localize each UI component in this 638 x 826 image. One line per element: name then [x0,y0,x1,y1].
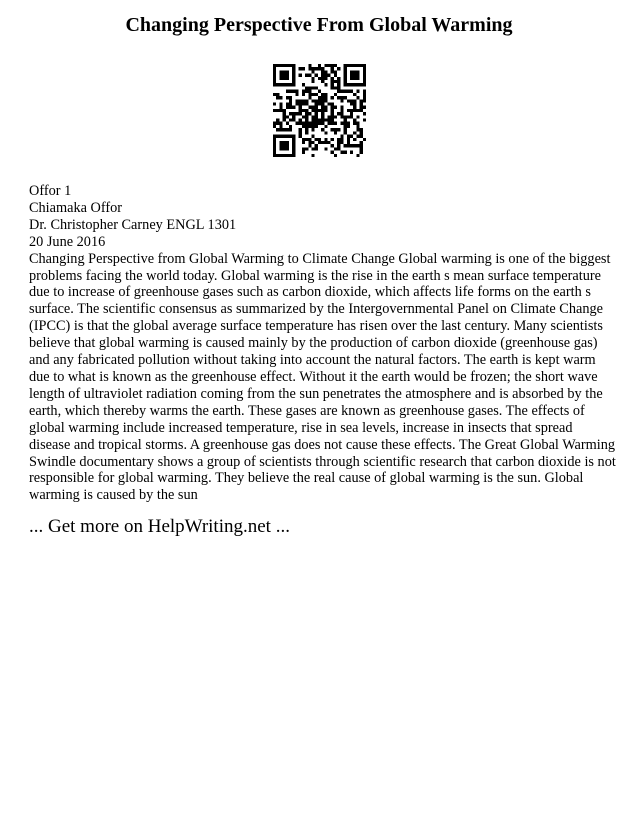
paragraph-line: and any fabricated pollution without taking into account the natural factors. The earth is kept warm [29,352,596,369]
paragraph-line: (IPCC) is that the global average surface temperature has risen over the last century. Many scientists [29,318,603,335]
paragraph-line: problems facing the world today. Global warming is the rise in the earth s mean surface temperature [29,267,601,284]
paragraph-line: global warming include increased temperature, rise in sea levels, increase in insects that spread [29,419,573,436]
paragraph-line: disease and tropical storms. A greenhouse gas does not cause these effects. The Great Global Warming [29,436,616,453]
paragraph-line: Swindle documentary shows a group of scientists through scientific research that carbon dioxide is not [29,453,616,470]
header-line-instructor: Dr. Christopher Carney ENGL 1301 [29,216,237,233]
header-block [29,183,611,251]
essay-paragraph [29,250,616,505]
qr-code-icon [273,64,366,157]
paragraph-line: warming is caused by the sun [29,487,198,504]
paragraph-line: due to increase of greenhouse gases such as carbon dioxide, which affects life forms on the earth s [29,284,591,301]
paragraph-line: surface. The scientific consensus as summarized by the Intergovernmental Panel on Climate Change [29,301,603,318]
header-line-page: Offor 1 [29,183,72,199]
paragraph-line: responsible for global warming. They believe the real cause of global warming is the sun. Global [29,470,584,487]
paragraph-line: believe that global warming is caused mainly by the production of carbon dioxide (greenhouse gas) [29,335,598,352]
paragraph-line: Changing Perspective from Global Warming to Climate Change Global warming is one of the biggest [29,250,611,267]
document-body [29,183,616,504]
paragraph-line: due to what is known as the greenhouse effect. Without it the earth would be frozen; the short wave [29,368,598,385]
get-more-link[interactable]: ... Get more on HelpWriting.net ... [29,516,290,537]
paragraph-line: earth, which thereby warms the earth. These gases are known as greenhouse gases. The effects of [29,402,585,419]
header-line-date: 20 June 2016 [29,233,106,250]
header-line-author: Chiamaka Offor [29,199,123,216]
page-title: Changing Perspective From Global Warming [125,14,513,36]
paragraph-line: length of ultraviolet radiation coming from the sun penetrates the atmosphere and is absorbed by the [29,385,603,402]
